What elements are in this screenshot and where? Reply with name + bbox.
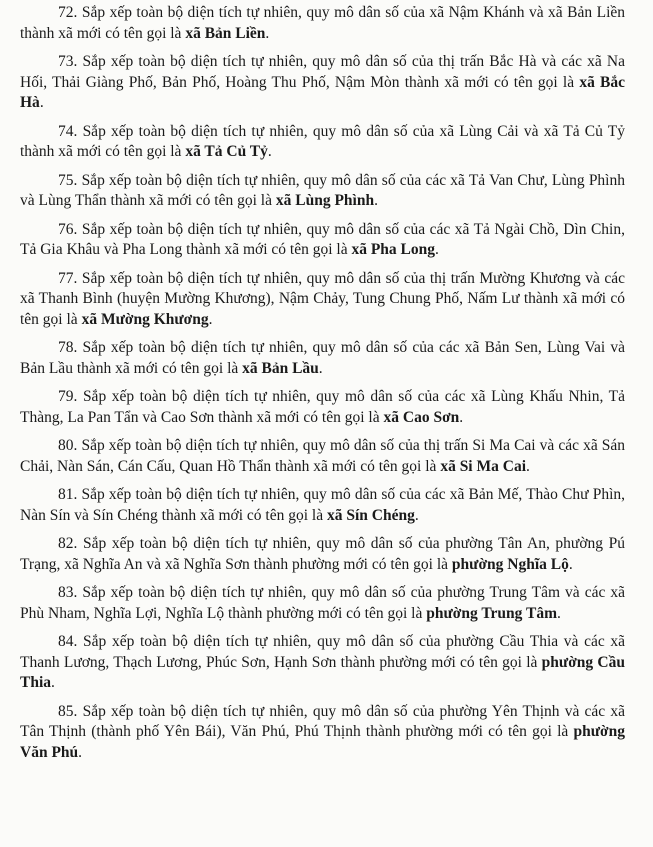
item-text: Sắp xếp toàn bộ diện tích tự nhiên, quy mô dân số của thị trấn Mường Khương và các xã Thanh Bình (huyện Mường Khương), Nậm Chảy, Tung Chung Phố, Nấm Lư thành xã mới có tên gọi là bbox=[20, 269, 625, 328]
new-unit-name: xã Pha Long bbox=[351, 241, 436, 258]
item-number: 73. bbox=[58, 53, 78, 70]
item-text: Sắp xếp toàn bộ diện tích tự nhiên, quy mô dân số của phường Yên Thịnh và các xã Tân Thịnh (thành phố Yên Bái), Văn Phú, Phú Thịnh thành phường mới có tên gọi là bbox=[20, 702, 626, 740]
paragraph-81 bbox=[20, 485, 625, 526]
new-unit-name: xã Sín Chéng bbox=[326, 506, 415, 524]
item-end: . bbox=[526, 457, 530, 475]
item-number: 79. bbox=[58, 388, 78, 405]
item-number: 81. bbox=[58, 486, 78, 503]
item-text: Sắp xếp toàn bộ diện tích tự nhiên, quy mô dân số của các xã Bản Mế, Thào Chư Phìn, Nàn Sín và Sín Chéng thành xã mới có tên gọi là bbox=[20, 486, 626, 524]
new-unit-name: xã Bản Liền bbox=[185, 24, 266, 42]
paragraph-78 bbox=[20, 338, 625, 379]
paragraph-75 bbox=[20, 171, 625, 212]
item-number: 83. bbox=[58, 584, 78, 601]
new-unit-name: phường Nghĩa Lộ bbox=[451, 555, 569, 573]
item-end: . bbox=[568, 555, 573, 573]
new-unit-name: xã Bắc Hà bbox=[20, 73, 625, 111]
item-number: 80. bbox=[58, 437, 78, 454]
new-unit-name: phường Trung Tâm bbox=[426, 604, 557, 622]
item-text: Sắp xếp toàn bộ diện tích tự nhiên, quy mô dân số của các xã Tả Ngài Chồ, Dìn Chin, Tả Gia Khâu và Pha Long thành xã mới có tên gọi là bbox=[20, 220, 625, 258]
paragraph-80 bbox=[20, 436, 625, 477]
item-number: 77. bbox=[58, 269, 78, 287]
new-unit-name: xã Tả Củ Tỷ bbox=[185, 143, 268, 160]
item-number: 82. bbox=[58, 535, 78, 552]
item-end: . bbox=[208, 310, 213, 328]
item-number: 76. bbox=[58, 220, 78, 238]
item-text: Sắp xếp toàn bộ diện tích tự nhiên, quy mô dân số của phường Tân An, phường Pú Trạng, xã Nghĩa An và xã Nghĩa Sơn thành phường mới có tên gọi là bbox=[20, 535, 626, 573]
item-text: Sắp xếp toàn bộ diện tích tự nhiên, quy mô dân số của các xã Lùng Khấu Nhin, Tả Thàng, La Pan Tẩn và Cao Sơn thành xã mới có tên gọi là bbox=[20, 388, 625, 426]
new-unit-name: xã Lùng Phình bbox=[275, 192, 375, 209]
item-end: . bbox=[435, 241, 439, 258]
paragraph-72 bbox=[20, 3, 625, 44]
new-unit-name: xã Cao Sơn bbox=[383, 408, 460, 426]
item-end: . bbox=[459, 408, 464, 426]
paragraph-73 bbox=[20, 52, 625, 114]
item-end: . bbox=[556, 604, 561, 622]
paragraph-76 bbox=[20, 220, 625, 261]
item-text: Sắp xếp toàn bộ diện tích tự nhiên, quy mô dân số của các xã Bản Sen, Lùng Vai và Bản Lầu thành xã mới có tên gọi là bbox=[20, 339, 625, 377]
item-text: Sắp xếp toàn bộ diện tích tự nhiên, quy mô dân số của phường Cầu Thia và các xã Thanh Lương, Thạch Lương, Phúc Sơn, Hạnh Sơn thành phường mới có tên gọi là bbox=[20, 633, 626, 671]
item-number: 84. bbox=[58, 633, 78, 650]
paragraph-85 bbox=[20, 702, 625, 764]
item-end: . bbox=[39, 94, 44, 111]
item-end: . bbox=[318, 359, 323, 377]
item-text: Sắp xếp toàn bộ diện tích tự nhiên, quy mô dân số của thị trấn Bắc Hà và các xã Na Hối, Thải Giàng Phố, Bản Phố, Hoàng Thu Phố, Nậm Mòn thành xã mới có tên gọi là bbox=[20, 53, 626, 91]
paragraph-82 bbox=[20, 534, 625, 575]
item-number: 85. bbox=[58, 702, 78, 720]
new-unit-name: xã Bản Lầu bbox=[242, 359, 319, 377]
paragraph-83 bbox=[20, 583, 625, 624]
item-number: 78. bbox=[58, 339, 78, 356]
item-text: Sắp xếp toàn bộ diện tích tự nhiên, quy mô dân số của xã Lùng Cải và xã Tả Củ Tỷ thành xã mới có tên gọi là bbox=[20, 122, 625, 160]
item-text: Sắp xếp toàn bộ diện tích tự nhiên, quy mô dân số của các xã Tả Van Chư, Lùng Phình và Lùng Thẩn thành xã mới có tên gọi là bbox=[20, 171, 625, 209]
paragraph-77 bbox=[20, 269, 625, 331]
item-end: . bbox=[374, 192, 378, 209]
new-unit-name: xã Si Ma Cai bbox=[440, 457, 526, 475]
item-end: . bbox=[267, 143, 272, 160]
new-unit-name: xã Mường Khương bbox=[81, 310, 209, 328]
new-unit-name: phường Văn Phú bbox=[20, 723, 625, 761]
paragraph-84 bbox=[20, 632, 625, 694]
item-text: Sắp xếp toàn bộ diện tích tự nhiên, quy mô dân số của thị trấn Si Ma Cai và các xã Sán Chải, Nàn Sán, Cán Cấu, Quan Hồ Thẩn thành xã mới có tên gọi là bbox=[20, 437, 626, 475]
item-end: . bbox=[265, 24, 270, 42]
item-end: . bbox=[414, 506, 419, 524]
item-number: 72. bbox=[58, 4, 78, 21]
item-number: 75. bbox=[58, 171, 78, 189]
item-number: 74. bbox=[58, 122, 78, 140]
item-end: . bbox=[51, 674, 55, 691]
paragraph-74 bbox=[20, 122, 625, 163]
paragraph-79 bbox=[20, 387, 625, 428]
item-end: . bbox=[78, 743, 83, 761]
item-text: Sắp xếp toàn bộ diện tích tự nhiên, quy mô dân số của xã Nậm Khánh và xã Bản Liền thành xã mới có tên gọi là bbox=[20, 4, 625, 42]
item-text: Sắp xếp toàn bộ diện tích tự nhiên, quy mô dân số của phường Trung Tâm và các xã Phù Nham, Nghĩa Lợi, Nghĩa Lộ thành phường mới có tên gọi là bbox=[20, 584, 625, 622]
new-unit-name: phường Cầu Thia bbox=[20, 653, 625, 691]
